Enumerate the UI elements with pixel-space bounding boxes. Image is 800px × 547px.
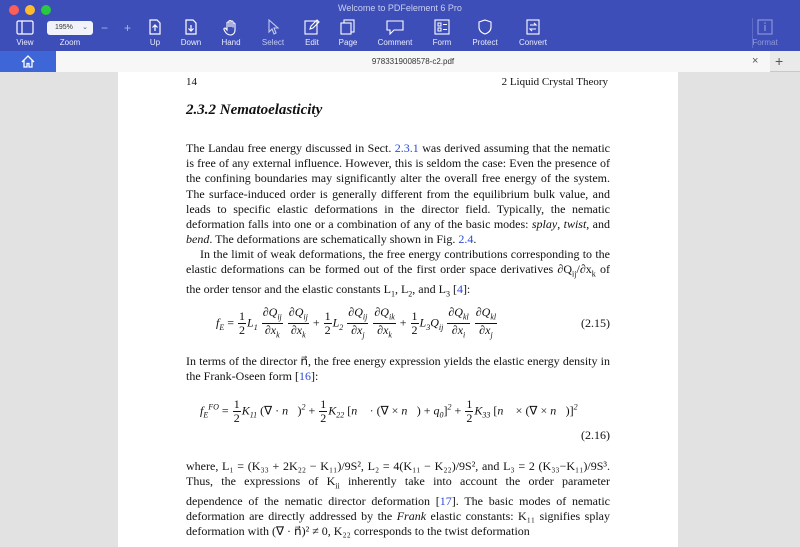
comment-label: Comment	[377, 38, 413, 47]
paragraph-4: where, L₁ = (K₃₃ + 2K₂₂ − K₁₁)/9S², L₂ = 4(K₁₁ − K₂₂)/9S², and L₃ = 2 (K₃₃−K₁₁)/9S³. Thus, the expressions of $K_{ii}$ inherently take into account the order parameter dependence of the nematic director deformation [17]. The basic modes of nematic deformation are directly addressed by the Frank elastic constants: K₁₁ signifies splay deformation with (∇ · n⃗)² ≠ 0, K₂₂ corresponds to the twist deformation	[186, 459, 611, 539]
paragraph-3: In terms of the director n⃗, the free energy expression yields the elastic energy density in the Frank-Oseen form [16]:	[186, 354, 610, 384]
page-label: Page	[338, 38, 358, 47]
format-button[interactable]	[740, 18, 790, 48]
running-head: 2 Liquid Crystal Theory	[501, 76, 608, 88]
view-label: View	[16, 38, 34, 47]
home-icon	[21, 55, 35, 68]
paragraph-2: In the limit of weak deformations, the free energy contributions corresponding to the elastic deformations can be formed out of the first order space derivatives $\partial Q_{ij}/\partial x_k$ of the order tensor and the elastic constants $L_1$, $L_2$, and $L_3$ [4]:	[186, 247, 610, 299]
page-up-icon	[144, 18, 166, 36]
convert-button[interactable]	[508, 18, 558, 48]
view-button[interactable]	[0, 18, 50, 48]
document-viewport[interactable]	[0, 72, 800, 547]
pdf-page	[118, 72, 678, 547]
page-icon	[337, 18, 359, 36]
cursor-icon	[262, 18, 284, 36]
up-label: Up	[149, 38, 161, 47]
shield-icon	[474, 18, 496, 36]
format-label: Format	[752, 38, 778, 47]
tab-close-button[interactable]: ×	[752, 55, 759, 67]
protect-button[interactable]	[460, 18, 510, 48]
hand-label: Hand	[221, 38, 241, 47]
equation-number-2-15: (2.15)	[581, 316, 610, 330]
link-ref-17[interactable]: 17	[439, 493, 452, 508]
info-icon	[754, 18, 776, 36]
link-fig-2-4[interactable]: 2.4	[458, 232, 474, 247]
main-toolbar	[0, 0, 800, 51]
edit-icon	[301, 18, 323, 36]
zoom-value: 195%	[55, 24, 73, 31]
hand-icon	[220, 18, 242, 36]
zoom-label: Zoom	[59, 38, 81, 47]
link-ref-4[interactable]: 4	[456, 281, 463, 296]
section-title: 2.3.2 Nematoelasticity	[186, 102, 323, 118]
link-sect-2-3-1[interactable]: 2.3.1	[394, 141, 419, 155]
chevron-down-icon: ⌄	[82, 24, 88, 31]
paragraph-1: The Landau free energy discussed in Sect. 2.3.1 was derived assuming that the nematic is free of any external influence. However, this is seldom the case: Even the presence of the confining boundaries may significantly alter the overall free energy of the system. The surface-induced order is generally different from the equilibrium bulk value, and leads to specific elastic deformations in the director field. Typically, the nematic deformation falls into one or a combination of any of the basic modes: splay, twist, and bend. The deformations are schematically shown in Fig. 2.4.	[186, 141, 611, 247]
down-label: Down	[180, 38, 202, 47]
comment-icon	[384, 18, 406, 36]
page-button[interactable]	[323, 18, 373, 48]
tab-bar	[0, 51, 800, 72]
select-label: Select	[261, 38, 285, 47]
edit-label: Edit	[305, 38, 319, 47]
zoom-out-button[interactable]: −	[101, 21, 109, 35]
equation-2-15: $f_E$ = $\frac{1}{2}$ $L_1$ $\frac{\partial Q_{ij}}{\partial x_k}$ $\frac{\partial Q_{ij}}{\partial x_k}$ + $\frac{1}{2}$ $L_2$ $\frac{\partial Q_{ij}}{\partial x_j}$ $\frac{\partial Q_{ik}}{\partial x_k}$ + $\frac{1}{2}$ $L_3Q_{ij}$ $\frac{\partial Q_{kl}}{\partial x_i}$ $\frac{\partial Q_{kl}}{\partial x_j}$ (2.15)	[216, 305, 610, 340]
tab-document[interactable]: 9783319008578-c2.pdf	[56, 51, 770, 72]
home-button[interactable]	[0, 51, 56, 72]
link-ref-16[interactable]: 16	[298, 369, 311, 384]
equation-number-2-16: (2.16)	[581, 428, 610, 442]
page-down-icon	[180, 18, 202, 36]
convert-icon	[522, 18, 544, 36]
zoom-in-button[interactable]: +	[124, 21, 132, 35]
view-icon	[14, 18, 36, 36]
zoom-label-group	[45, 28, 95, 48]
new-tab-button[interactable]: +	[775, 53, 784, 69]
comment-button[interactable]	[370, 18, 420, 48]
equation-2-16: $f_E^{FO}$ = $\frac{1}{2}$ $K_{11}$ (∇ · n⃗)$^2$ + $\frac{1}{2}$ $K_{22}$ [n⃗ · (∇ × n⃗) + $q_0]^2$ + $\frac{1}{2}$ $K_{33}$ [n⃗ × (∇ × n⃗)]$^2$ (2.16)	[200, 397, 610, 442]
protect-label: Protect	[472, 38, 498, 47]
form-icon	[431, 18, 453, 36]
page-number: 14	[186, 76, 197, 88]
window-title: Welcome to PDFelement 6 Pro	[338, 3, 462, 13]
form-label: Form	[432, 38, 452, 47]
convert-label: Convert	[518, 38, 547, 47]
